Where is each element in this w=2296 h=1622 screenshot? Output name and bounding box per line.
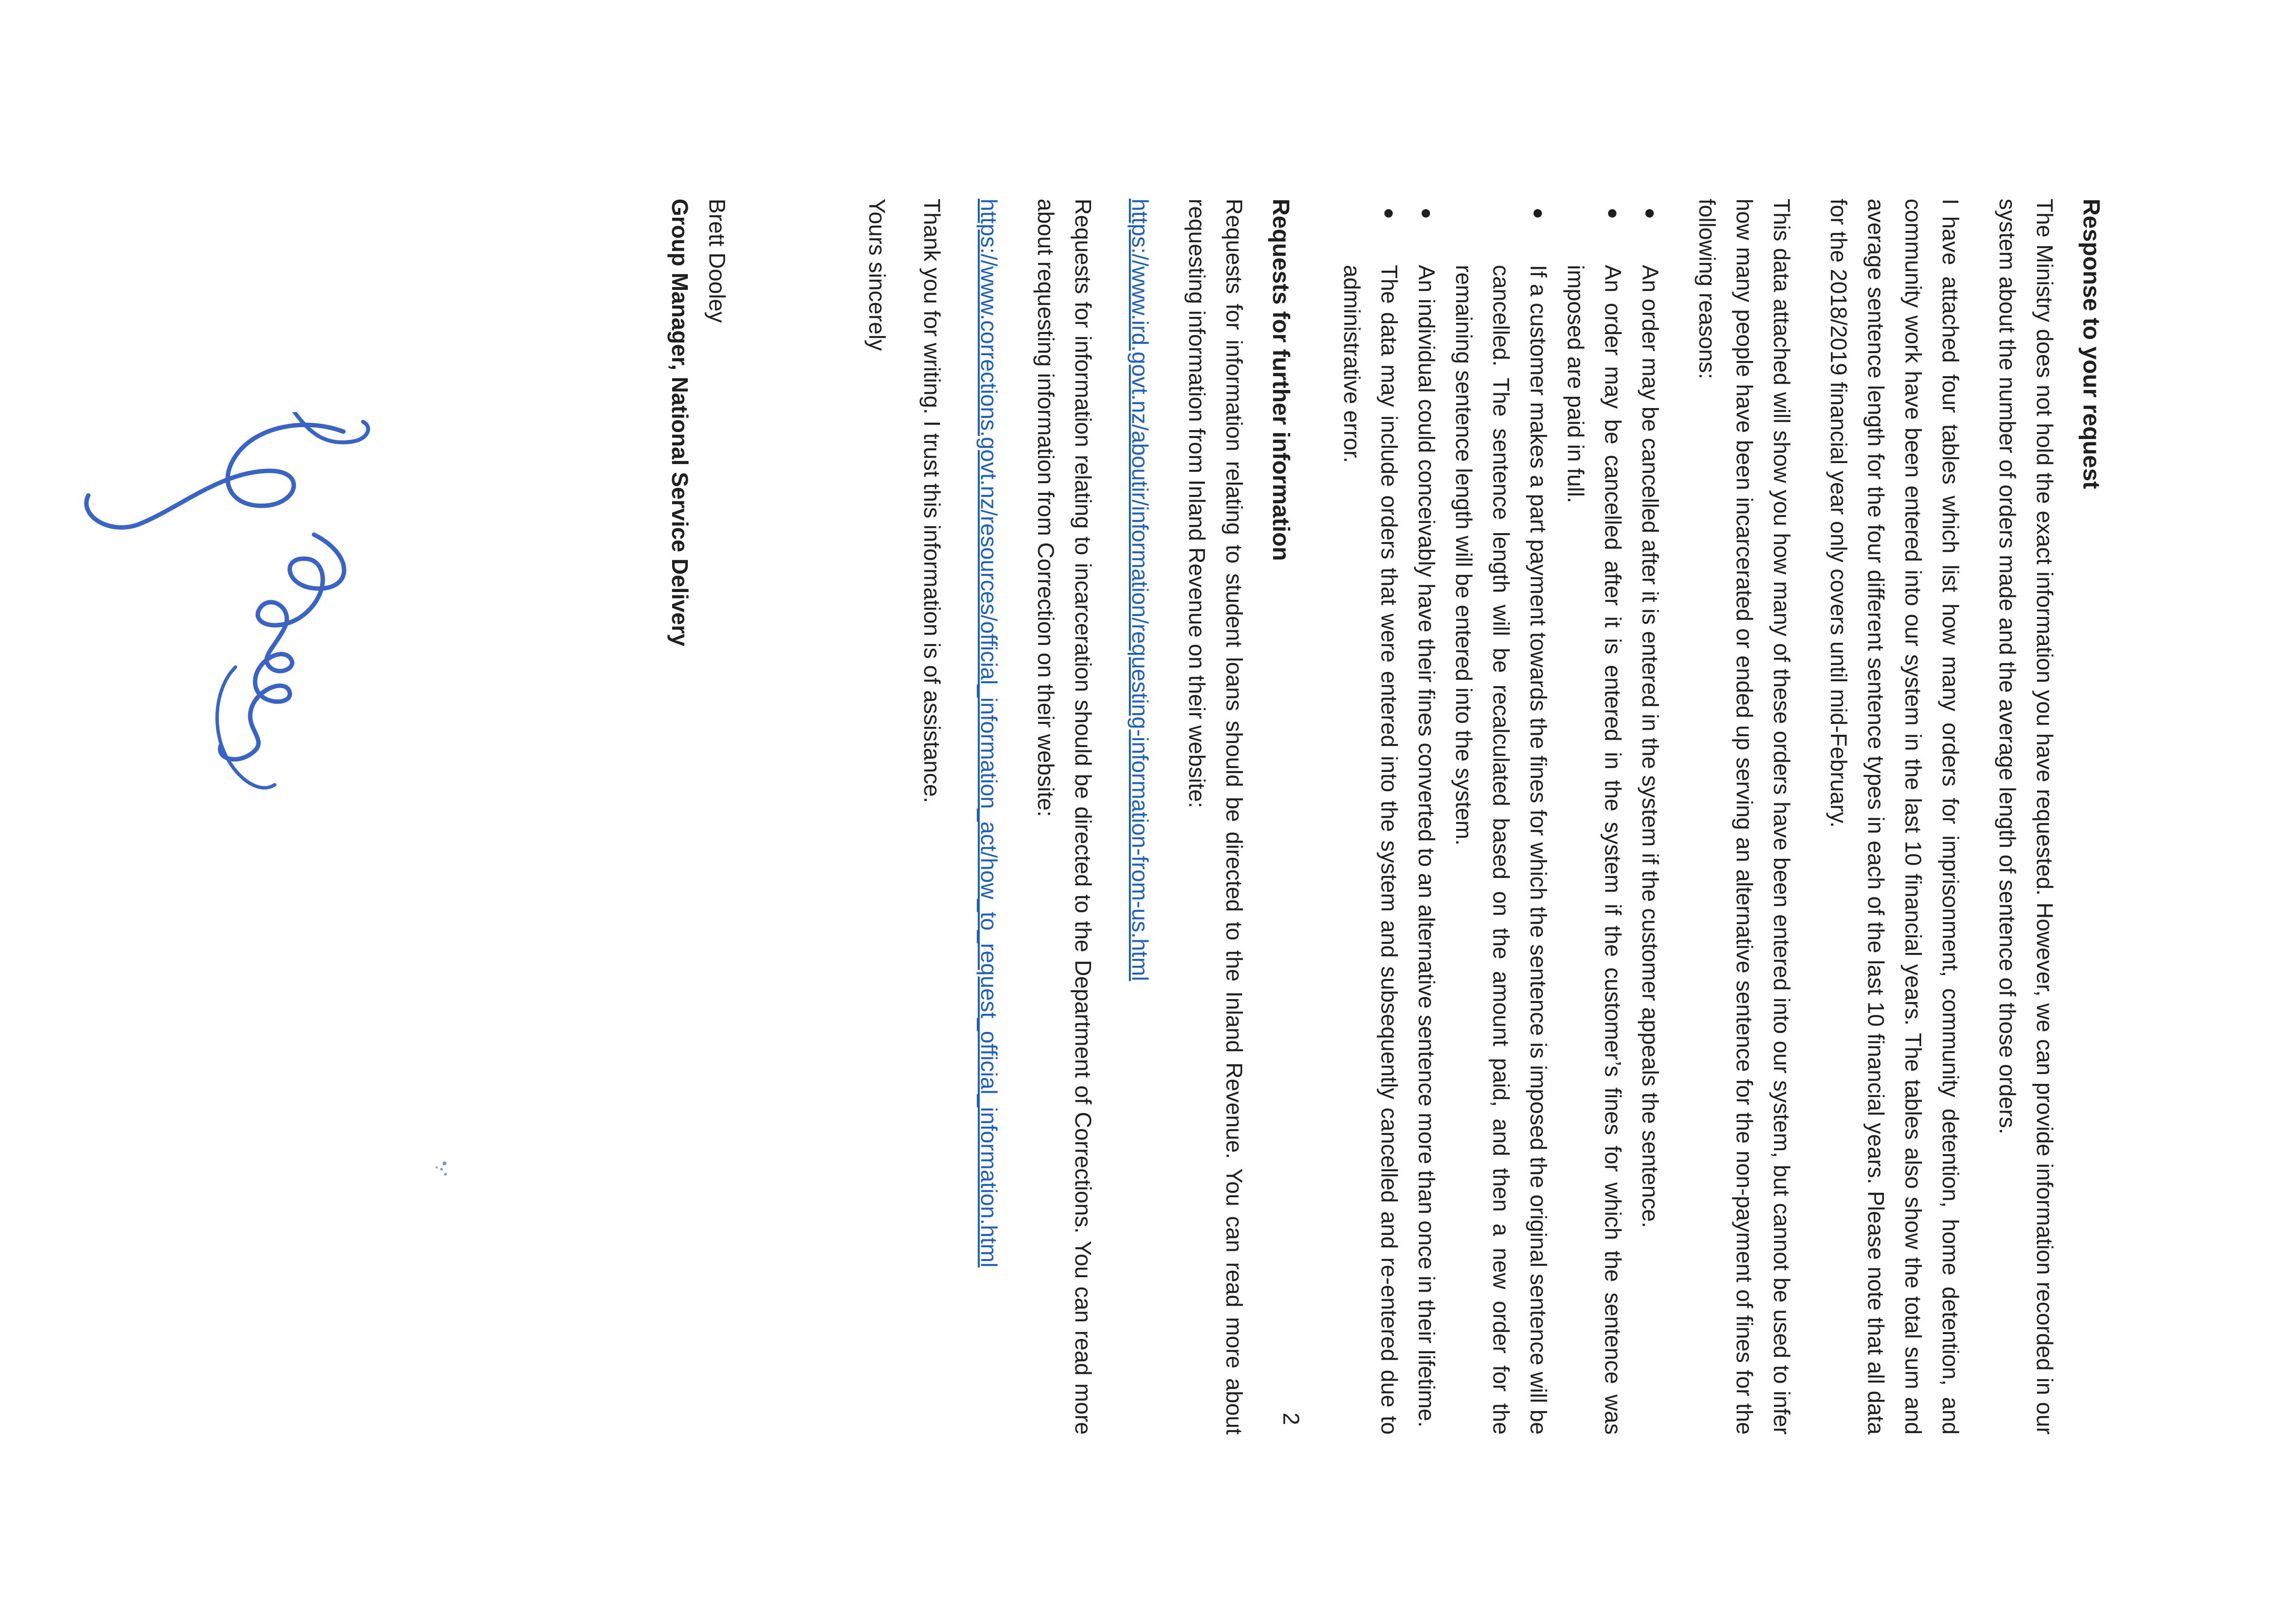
reason-text: The data may include orders that were entered into the system and subsequently cancelled and re-entered due to administrative error. — [1339, 265, 1402, 1435]
bullet-dot-icon: ● — [1602, 207, 1624, 220]
paragraph-data-limitations: This data attached will show you how many of these orders have been entered into our system, but cannot be used to infer how many people have been incarcerated or ended up serving an alternative sentence for the non-payment of fines for the following reasons: — [1695, 199, 1795, 1435]
list-item — [1557, 207, 1632, 1435]
list-item — [1408, 207, 1445, 1435]
response-heading: Response to your request — [2078, 199, 2104, 489]
closing-line: Thank you for writing. I trust this information is of assistance. — [919, 199, 945, 803]
reason-text: An individual could conceivably have their fines converted to an alternative sentence more than once in their lifetime. — [1414, 265, 1439, 1428]
handwritten-signature-icon — [59, 412, 383, 804]
list-item — [1632, 207, 1669, 1435]
paragraph-attached-tables: I have attached four tables which list how many orders for imprisonment, community detention, home detention, and community work have been entered into our system in the last 10 financial years. The tables also show the total sum and average sentence length for the four different sentence types in each of the last 10 financial years. Please note that all data for the 2018/2019 financial year only covers until mid-February. — [1826, 199, 1963, 1435]
letter-body — [661, 199, 2110, 1435]
list-item — [1333, 207, 1408, 1435]
bullet-dot-icon: ● — [1416, 207, 1437, 220]
sign-off: Yours sincerely — [864, 199, 890, 351]
signatory-title: Group Manager, National Service Delivery — [667, 199, 693, 646]
paragraph-inland-revenue: Requests for information relating to student loans should be directed to the Inland Revenue. You can read more about requesting information from Inland Revenue on their website: — [1184, 199, 1247, 1435]
paragraph-corrections: Requests for information relating to incarceration should be directed to the Department of Corrections. You can read more about requesting information from Correction on their website: — [1033, 199, 1096, 1435]
reasons-list — [1333, 199, 1669, 1435]
list-item — [1445, 207, 1557, 1435]
bullet-dot-icon: ● — [1528, 207, 1549, 220]
reason-text: An order may be cancelled after it is entered in the system if the customer’s fines for which the sentence was imposed are paid in full. — [1563, 265, 1626, 1435]
ink-smudge-icon — [432, 1158, 451, 1182]
bullet-dot-icon: ● — [1379, 207, 1400, 220]
signatory-name: Brett Dooley — [704, 199, 730, 323]
page-number: 2 — [1278, 1413, 1304, 1425]
reason-text: If a customer makes a part payment towards the fines for which the sentence is imposed the original sentence will be cancelled. The sentence length will be recalculated based on the amount paid, and then a new order for the remaining sentence length will be entered into the system. — [1451, 265, 1551, 1435]
corrections-link[interactable]: https://www.corrections.govt.nz/resources/official_information_act/how_to_request_official_information.html — [976, 199, 1002, 1268]
ird-link[interactable]: https://www.ird.govt.nz/aboutir/information/requesting-information-from-us.html — [1127, 199, 1153, 981]
further-information-heading: Requests for further information — [1268, 199, 1294, 561]
reason-text: An order may be cancelled after it is entered in the system if the customer appeals the sentence. — [1638, 265, 1663, 1228]
bullet-dot-icon: ● — [1640, 207, 1661, 220]
paragraph-ministry-statement: The Ministry does not hold the exact information you have requested. However, we can provide information recorded in our system about the number of orders made and the average length of sentence of those orders. — [1995, 199, 2058, 1435]
